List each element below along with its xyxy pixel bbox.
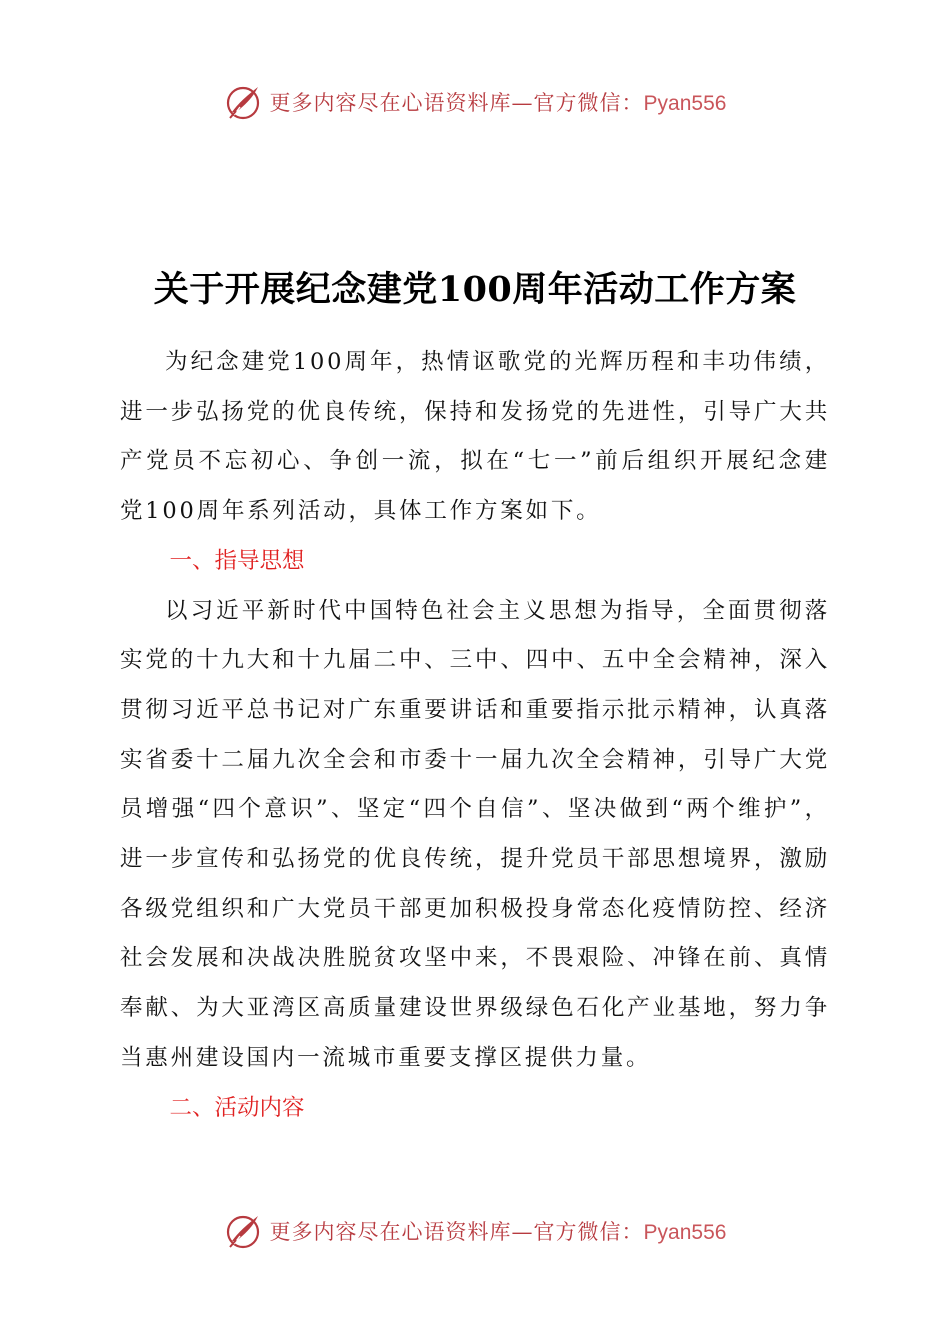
section-heading-guiding-ideology: 一、指导思想 (169, 547, 305, 574)
quill-logo-icon (224, 82, 264, 122)
watermark-wechat-id: Pyan556 (643, 92, 727, 115)
document-body (120, 338, 830, 1133)
intro-paragraph: 为纪念建党100周年，热情讴歌党的光辉历程和丰功伟绩，进一步弘扬党的优良传统，保持和发扬党的先进性，引导广大共产党员不忘初心、争创一流，拟在“七一”前后组织开展纪念建党100周年系列活动，具体工作方案如下。 (120, 349, 830, 525)
watermark-wechat-id: Pyan556 (643, 1221, 727, 1244)
document-title: 关于开展纪念建党100周年活动工作方案 (153, 269, 797, 310)
watermark-header (0, 82, 950, 122)
quill-logo-icon (224, 1211, 264, 1251)
guiding-ideology-paragraph: 以习近平新时代中国特色社会主义思想为指导，全面贯彻落实党的十九大和十九届二中、三中、四中、五中全会精神，深入贯彻习近平总书记对广东重要讲话和重要指示批示精神，认真落实省委十二届九次全会和市委十一届九次全会精神，引导广大党员增强“四个意识”、坚定“四个自信”、坚决做到“两个维护”，进一步宣传和弘扬党的优良传统，提升党员干部思想境界，激励各级党组织和广大党员干部更加积极投身常态化疫情防控、经济社会发展和决战决胜脱贫攻坚中来，不畏艰险、冲锋在前、真情奉献、为大亚湾区高质量建设世界级绿色石化产业基地，努力争当惠州建设国内一流城市重要支撑区提供力量。 (120, 597, 830, 1071)
watermark-footer (0, 1211, 950, 1251)
watermark-text: 更多内容尽在心语资料库—官方微信：Pyan556 (269, 1220, 727, 1244)
watermark-text: 更多内容尽在心语资料库—官方微信：Pyan556 (269, 91, 727, 115)
section-heading-activity-content: 二、活动内容 (169, 1094, 305, 1121)
